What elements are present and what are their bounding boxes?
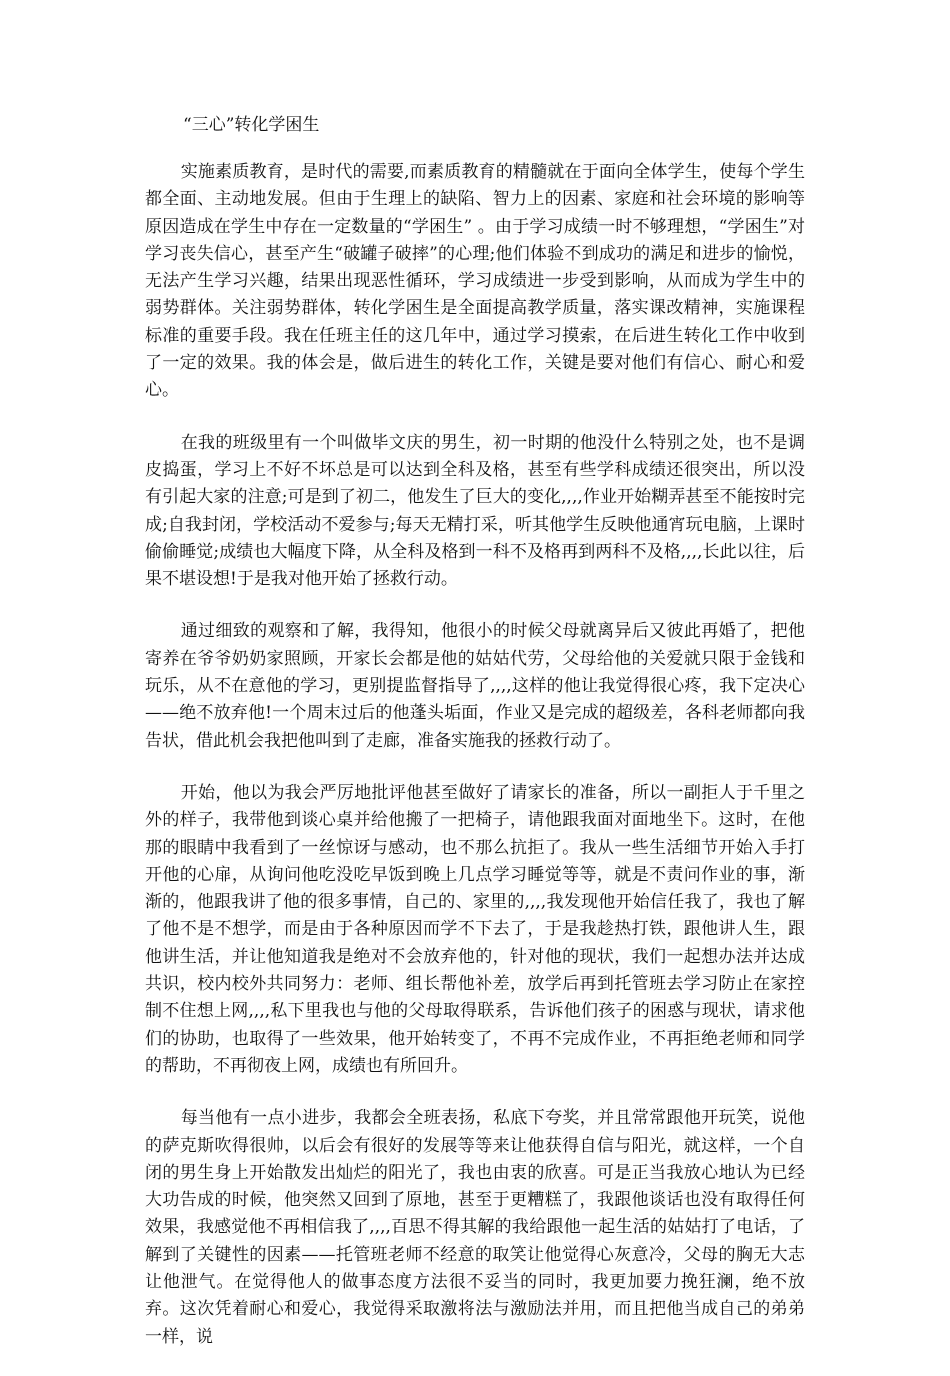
paragraph-intro: 实施素质教育，是时代的需要,而素质教育的精髓就在于面向全体学生，使每个学生都全面、主动地发展。但由于生理上的缺陷、智力上的因素、家庭和社会环境的影响等原因造成在学生中存在一定数量的“学困生” 。由于学习成绩一时不够理想，“学困生”对学习丧失信心，甚至产生“破罐子破摔”的心理;他们体验不到成功的满足和进步的愉悦，无法产生学习兴趣，结果出现恶性循环，学习成绩进一步受到影响，从而成为学生中的弱势群体。关注弱势群体，转化学困生是全面提高教学质量，落实课改精神，实施课程标准的重要手段。我在任班主任的这几年中，通过学习摸索，在后进生转化工作中收到了一定的效果。我的体会是，做后进生的转化工作，关键是要对他们有信心、耐心和爱心。 xyxy=(145,162,805,401)
paragraph-student-background: 在我的班级里有一个叫做毕文庆的男生，初一时期的他没什么特别之处，也不是调皮捣蛋，学习上不好不坏总是可以达到全科及格，甚至有些学科成绩还很突出，所以没有引起大家的注意;可是到了初二，他发生了巨大的变化,,,,作业开始糊弄甚至不能按时完成;自我封闭，学校活动不爱参与;每天无精打采，听其他学生反映他通宵玩电脑，上课时偷偷睡觉;成绩也大幅度下降，从全科及格到一科不及格再到两科不及格,,,,长此以往，后果不堪设想!于是我对他开始了拯救行动。 xyxy=(145,432,805,590)
document-title: “三心”转化学困生 xyxy=(183,115,320,135)
paragraph-first-talk: 开始，他以为我会严厉地批评他甚至做好了请家长的准备，所以一副拒人于千里之外的样子，我带他到谈心桌并给他搬了一把椅子，请他跟我面对面地坐下。这时，在他那的眼睛中我看到了一丝惊讶与感动，也不那么抗拒了。我从一些生活细节开始入手打开他的心扉，从询问他吃没吃早饭到晚上几点学习睡觉等等，就是不责问作业的事，渐渐的，他跟我讲了他的很多事情，自己的、家里的,,,,我发现他开始信任我了，我也了解了他不是不想学，而是由于各种原因而学不下去了，于是我趁热打铁，跟他讲人生，跟他讲生活，并让他知道我是绝对不会放弃他的，针对他的现状，我们一起想办法并达成共识，校内校外共同努力：老师、组长帮他补差，放学后再到托管班去学习防止在家控制不住想上网,,,,私下里我也与他的父母取得联系，告诉他们孩子的困惑与现状，请求他们的协助，也取得了一些效果，他开始转变了，不再不完成作业，不再拒绝老师和同学的帮助，不再彻夜上网，成绩也有所回升。 xyxy=(145,782,805,1076)
paragraph-progress-and-setback: 每当他有一点小进步，我都会全班表扬，私底下夸奖，并且常常跟他开玩笑，说他的萨克斯吹得很帅，以后会有很好的发展等等来让他获得自信与阳光，就这样，一个自闭的男生身上开始散发出灿烂的阳光了，我也由衷的欣喜。可是正当我放心地认为已经大功告成的时候，他突然又回到了原地，甚至于更糟糕了，我跟他谈话也没有取得任何效果，我感觉他不再相信我了,,,,百思不得其解的我给跟他一起生活的姑姑打了电话，了解到了关键性的因素——托管班老师不经意的取笑让他觉得心灰意冷，父母的胸无大志让他泄气。在觉得他人的做事态度方法很不妥当的同时，我更加要力挽狂澜，绝不放弃。这次凭着耐心和爱心，我觉得采取激将法与激励法并用，而且把他当成自己的弟弟一样，说 xyxy=(145,1108,805,1347)
document-page xyxy=(145,112,805,1376)
paragraph-family-situation: 通过细致的观察和了解，我得知，他很小的时候父母就离异后又彼此再婚了，把他寄养在爷爷奶奶家照顾，开家长会都是他的姑姑代劳，父母给他的关爱就只限于金钱和玩乐，从不在意他的学习，更别提监督指导了,,,,这样的他让我觉得很心疼，我下定决心——绝不放弃他!一个周末过后的他蓬头垢面，作业又是完成的超级差，各科老师都向我告状，借此机会我把他叫到了走廊，准备实施我的拯救行动了。 xyxy=(145,621,805,751)
